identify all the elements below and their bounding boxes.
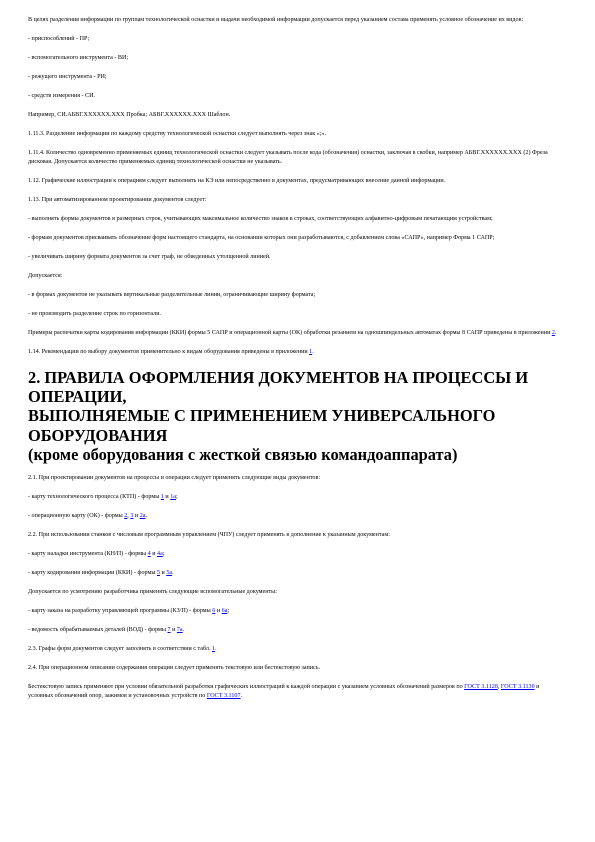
paragraph (28, 196, 566, 206)
paragraph-text: и условных обозначений опор, зажимов и установочных устройств по (28, 683, 540, 700)
document-page (28, 16, 566, 711)
paragraph-text: . (215, 645, 217, 652)
document-link[interactable]: 5 (156, 569, 161, 576)
paragraph (28, 512, 566, 522)
document-link[interactable]: 5а (166, 569, 173, 576)
document-link[interactable]: 1 (212, 645, 216, 652)
paragraph-text: 1.14. Рекомендации по выбору документов применительно к видам оборудования приведены в приложении (28, 349, 310, 356)
paragraph (28, 310, 566, 320)
paragraph (28, 607, 566, 617)
paragraph-text: и (150, 550, 158, 557)
paragraph-text: . (172, 569, 174, 576)
paragraph-text: . (240, 693, 243, 700)
paragraph (28, 215, 566, 225)
paragraph (28, 234, 566, 244)
paragraph-text: - формам документов присваивать обозначение форм настоящего стандарта, на основании которых они разработываются, с добавлением слова «САПР», например Форма 1 САПР; (28, 235, 495, 242)
paragraph (28, 253, 566, 263)
document-link[interactable]: 2 (551, 330, 555, 337)
paragraph-text: - увеличивать ширину формата документов за счет граф, не обведенных утолщенной линией. (28, 254, 271, 261)
paragraph-text: 2.1. При проектировании документов на процессы и операции следует применять следующие виды документов: (28, 474, 321, 481)
paragraph-text: - в формах документов не указывать вертикальные разделительные линии, ограничивающие ширину формата; (28, 292, 316, 299)
paragraph (28, 474, 566, 484)
paragraph (28, 291, 566, 301)
paragraph (28, 54, 566, 64)
paragraph (28, 130, 566, 140)
paragraph (28, 272, 566, 282)
paragraph-text: - приспособлений - ПР; (28, 35, 90, 42)
paragraph-text: В целях разделения информации по группам технологической оснастки и выдачи необходимой информации допускается перед указанием состава применять условное обозначение их видов: (28, 17, 524, 23)
paragraph-text: - карту технологического процесса (КТП) - формы (28, 493, 161, 500)
paragraph-text: - карту наладки инструмента (КН/П) - формы (28, 550, 148, 557)
document-link[interactable]: 1 (309, 349, 313, 356)
paragraph-text: и (170, 626, 177, 633)
paragraph-text: - средств измерения - СИ. (28, 92, 96, 99)
paragraph (28, 550, 566, 560)
paragraph-text: - вспомогательного инструмента - ВИ; (28, 54, 129, 61)
paragraph-text: Например, СИ.АБВГ.ХХХХХХ.ХХХ Пробка; АБВГ.ХХХХХХ.ХХХ Шаблон. (28, 111, 231, 118)
paragraph-text: и (163, 493, 171, 500)
paragraph (28, 111, 566, 121)
paragraph (28, 531, 566, 541)
paragraph-text: , (497, 683, 501, 690)
document-link[interactable]: 7а (176, 626, 183, 633)
paragraph-text: ; (162, 550, 165, 557)
paragraph-text: . (554, 330, 557, 337)
document-link[interactable]: 4 (147, 550, 151, 557)
document-link[interactable]: 4а (157, 550, 163, 557)
paragraph (28, 626, 566, 636)
paragraph-text: и (215, 607, 222, 614)
document-link[interactable]: 1 (160, 493, 164, 500)
paragraph (28, 569, 566, 579)
document-link[interactable]: ГОСТ 3.1128 (464, 683, 498, 690)
paragraph (28, 177, 566, 187)
heading-line: (кроме оборудования с жесткой связью командоаппарата) (28, 444, 458, 464)
paragraph (28, 493, 566, 503)
paragraph-text: . (312, 349, 314, 356)
paragraph (28, 73, 566, 83)
paragraph (28, 588, 566, 598)
paragraph (28, 664, 566, 674)
paragraph (28, 16, 566, 26)
document-link[interactable]: 6 (212, 607, 216, 614)
section-2-heading (28, 368, 566, 464)
paragraph (28, 92, 566, 102)
paragraph-text: 2.3. Графы форм документов следует заполнять в соответствии с табл. (28, 645, 213, 652)
document-link[interactable]: ГОСТ 3.1130 (500, 683, 535, 690)
paragraph-text: . (182, 626, 185, 633)
document-link[interactable]: ГОСТ 3.1107 (206, 693, 241, 700)
document-link[interactable]: 1а (170, 493, 176, 500)
paragraph-text: ; (175, 493, 178, 500)
document-link[interactable]: 3 (130, 512, 134, 519)
paragraph-text: - выполнять формы документов в размерных строк, учитывающих максимальное количество знаков в строках, соответствующих алфавитно-цифровым печатающим устройствам; (28, 216, 493, 223)
paragraph-text: ; (227, 607, 230, 614)
paragraph-text: 1.11.3. Разделение информации по каждому средству технологической оснастки следует выполнять через знак «;». (28, 130, 326, 137)
paragraph-text: 1.12. Графические иллюстрации к операциям следует выполнять на КЭ или непосредственно в документах, предусматривающих внесение данной информации. (28, 178, 446, 185)
paragraph-text: 2.2. При использовании станков с числовым программным управлением (ЧПУ) следует применять в дополнение к указанным документам: (28, 531, 390, 538)
paragraph-text: - карту кодирования информации (ККИ) - формы (28, 569, 157, 576)
paragraph-text: Бестекстовую запись применяют при условии обязательной разработки графических иллюстраций к каждой операции с указанием условных обозначений размеров по (28, 683, 465, 690)
paragraph-text: 1.11.4. Количество одновременно применяемых единиц технологической оснастки следует указывать после кода (обозначения) оснастки, заключая в скобки, например АБВГ.ХХХХХХ.ХХХ (2) Фреза дисковая. Допускается количество применяемых единиц технологической оснастки не указывать. (28, 149, 548, 166)
heading-line: ВЫПОЛНЯЕМЫЕ С ПРИМЕНЕНИЕМ УНИВЕРСАЛЬНОГО ОБОРУДОВАНИЯ (28, 406, 496, 445)
paragraph-text: - операционную карту (ОК) - формы (28, 512, 125, 519)
paragraph-text: Допускается по усмотрению разработчика применять следующие вспомогательные документы: (28, 588, 277, 595)
paragraph (28, 149, 566, 168)
paragraph-text: 1.13. При автоматизированном проектировании документов следует: (28, 197, 207, 204)
heading-line: 2. ПРАВИЛА ОФОРМЛЕНИЯ ДОКУМЕНТОВ НА ПРОЦЕССЫ И ОПЕРАЦИИ, (28, 367, 529, 407)
section-1-paragraphs (28, 16, 566, 358)
paragraph-text: , (127, 512, 131, 519)
paragraph (28, 645, 566, 655)
document-link[interactable]: 6а (221, 607, 228, 614)
paragraph-text: Допускается: (28, 273, 63, 280)
paragraph (28, 683, 566, 702)
paragraph-text: 2.4. При операционном описании содержания операции следует применять текстовую или бестекстовую запись. (28, 664, 321, 671)
paragraph-text: Примеры распечатки карты кодирования информации (ККИ) формы 5 САПР и операционной карты (ОК) обработки резанием на одношпиндельных автоматах формы 8 САПР приведены в приложении (28, 330, 552, 337)
paragraph-text: и (160, 569, 167, 576)
document-link[interactable]: 2 (124, 512, 128, 519)
paragraph-text: - карту заказа на разработку управляющей программы (КЗ/П) - формы (28, 607, 213, 614)
paragraph (28, 35, 566, 45)
section-2-paragraphs (28, 474, 566, 702)
paragraph-text: и (133, 512, 140, 519)
paragraph-text: . (145, 512, 147, 519)
document-link[interactable]: 2а (139, 512, 146, 519)
paragraph-text: - не производить разделение строк по горизонтали. (28, 311, 162, 318)
paragraph-text: - ведомость обрабатываемых деталей (ВОД) - формы (28, 626, 168, 633)
paragraph (28, 348, 566, 358)
paragraph-text: - режущего инструмента - РИ; (28, 73, 107, 80)
paragraph (28, 329, 566, 339)
document-link[interactable]: 7 (167, 626, 171, 633)
